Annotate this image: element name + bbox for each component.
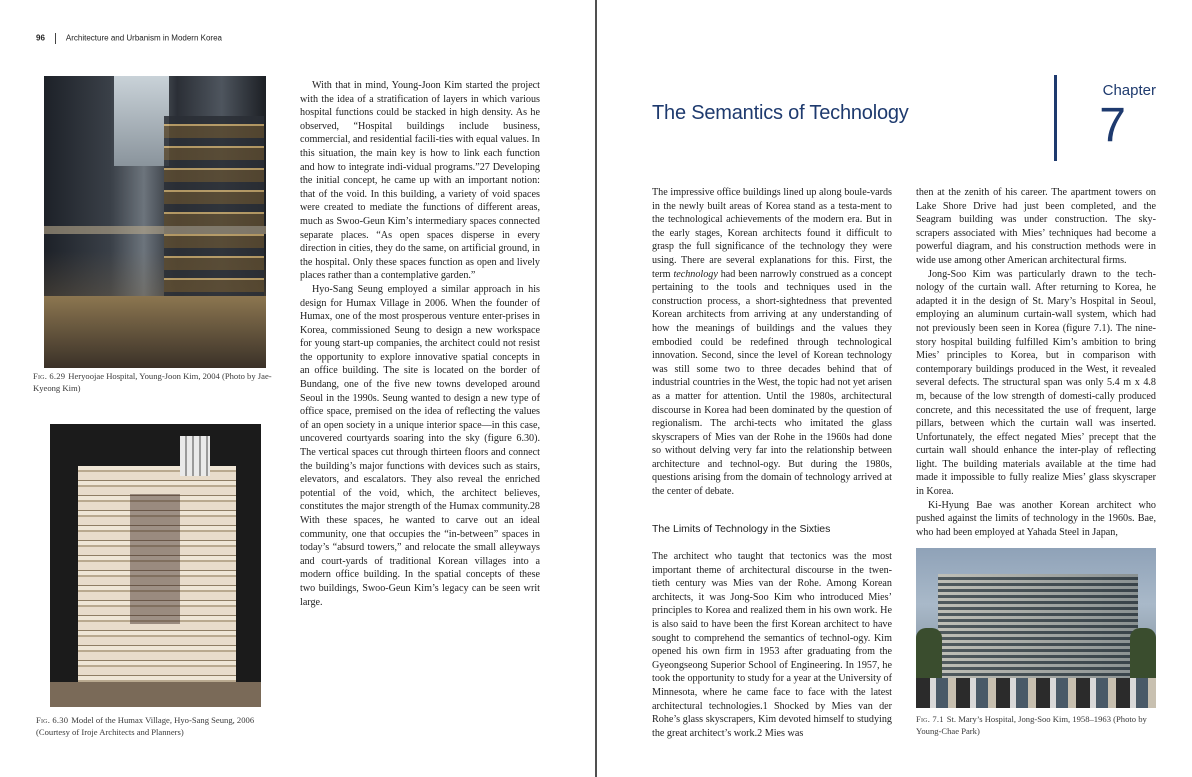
figure-7-1-photo [916,548,1156,708]
figure-6-29-caption [33,370,273,395]
sky-opening [114,76,169,166]
hospital-building [938,574,1138,678]
figure-label: Fig. 6.29 [33,371,66,381]
figure-caption-text: St. Mary’s Hospital, Jong-Soo Kim, 1958–1963 (Photo by Young-Chae Park) [916,714,1147,737]
atrium-floor [44,296,266,368]
figure-label: Fig. 6.30 [36,715,69,725]
right-body-column-1 [652,186,892,499]
chapter-number: 7 [1099,99,1126,152]
text-run: The impressive office buildings lined up along boule-vards in the newly built areas of Korea stand as a testa-ment to the technological achievements of the modern era. But in the early stages, Korean architects found it difficult to grasp the full significance of the technology they were using. There are several explanations for this. First, the term [652,187,892,280]
figure-6-30-caption [36,714,281,739]
header-divider [55,33,56,44]
model-base [50,682,261,707]
body-paragraph: Ki-Hyung Bae was another Korean architect who pushed against the limits of technology in the 1960s. Bae, who had been employed at Yahada Steel in Japan, [916,499,1156,538]
body-paragraph: then at the zenith of his career. The apartment towers on Lake Shore Drive had just been completed, and the Seagram building was under construction. The sky-scrapers associated with Mies’ techniques had become a powerful diagram, and his construction methods were in wide use among other American architectural firms. [916,187,1156,266]
body-paragraph: Hyo-Sang Seung employed a similar approach in his design for Humax Village in 2006. When the founder of Humax, one of the most prosperous venture enter-prises in Korea, commissioned Seung to design a new workspace for young start-up companies, the architect could not resist the opportunity to explore innovative spatial concepts in an office building. The site is located on the border of Bundang, one of the five new towns developed around Seoul in the 1990s. Seung wanted to design a new type of office space, premised on the idea of reflecting the values of an open society in a unique interior space—in this case, uncovered courtyards soaring into the sky (figure 6.30). The vertical spaces cut through thirteen floors and connect the building’s major functions with devices such as stairs, elevators, and escalators. They also reveal the enriched potential of the void, which, the architect believes, constitutes the major strength of the Humax community.28 With these spaces, he wanted to carve out an ideal community, one that occupies the “in-between” spaces in today’s “absurd towers,” and relocate the small alleyways and court-yards of traditional Korean villages into a modern office building. In the spatial concepts of these two buildings, Swoo-Geun Kim’s legacy can be seen writ large. [300,283,540,608]
figure-caption-text: Model of the Humax Village, Hyo-Sang Seung, 2006 (Courtesy of Iroje Architects and Planners) [36,715,255,738]
figure-7-1-caption [916,713,1161,738]
page-gutter [595,0,597,777]
chapter-rule [1054,75,1057,161]
body-paragraph: With that in mind, Young-Joon Kim started the project with the idea of a stratification of layers in which various hospital functions could be stacked in high density. As he observed, “Hospital buildings include business, commercial, and residential facili-ties with equal values. In this situation, the main key is how to link each function and how to integrate indi-vidual programs.”27 Developing the initial concept, he came up with an important notion: that of the void. In this building, a variety of void spaces were created to mediate the functions of different areas, much as Swoo-Geun Kim’s intermediary spaces connected separate places. “As open spaces disperse in every direction in cities, they do the same, on artificial ground, in the hospital. Only these spaces function as open and lively places rather than a contemplative garden.” [300,80,540,282]
figure-6-29-photo [44,76,266,368]
text-run: had been narrowly construed as a concept pertaining to the tools and techniques used in the construction process, a short-sightedness that prevented Korean architects from arriving at any understanding of how the meanings of buildings and the values they embodied could be redefined through technological innovation. Second, since the level of Korean technology was still some two to three decades behind that of industrial countries in the West, the topic had not yet arisen as a matter for attention. Until the 1980s, architectural discourse in Korea had been dominated by the question of regionalism. The archi-tects who imitated the glass skyscrapers of Mies van der Rohe in the 1960s had done so without delving very far into the relationship between architecture and technol-ogy. But during the 1980s, questions arising from the domain of technology arrived at the center of debate. [652,268,892,498]
page-number: 96 [36,33,45,43]
figure-6-30-photo [50,424,261,707]
left-body-column [300,79,540,609]
figure-label: Fig. 7.1 [916,714,944,724]
chapter-label: Chapter [1102,82,1156,99]
chapter-title: The Semantics of Technology [652,102,909,124]
body-paragraph: Jong-Soo Kim was particularly drawn to the tech-nology of the curtain wall. After returning to Korea, he adapted it in the design of St. Mary’s Hospital in Seoul, employing an aluminum curtain-wall system, which had not previously been seen in Korea (figure 7.1). The nine-story hospital building fulfilled Kim’s ambition to bring Mies’ principles to Korea, but in comparison with contemporary buildings produced in the West, it revealed several defects. The structural span was only 5.4 m x 4.8 m, because of the low strength of domesti-cally produced concrete, and this necessitated the use of frequent, large pillars, between which the curtain wall was inserted. Unfortunately, the effect negated Mies’ precept that the curtain wall should enhance the inter-play of reflecting light. The building materials available at the time had made it impossible to fully realize Mies’ glass skyscraper in Korea. [916,268,1156,498]
right-body-column-1-lower [652,550,892,740]
running-header [36,33,222,44]
figure-caption-text: Heryoojae Hospital, Young-Joon Kim, 2004 (Photo by Jae-Kyeong Kim) [33,371,272,394]
bridge-beam [44,226,266,234]
right-body-column-2 [916,186,1156,539]
glass-facade [164,116,264,316]
parked-cars [916,678,1156,708]
model-tower [180,436,210,476]
body-paragraph [652,186,892,499]
body-paragraph: The architect who taught that tectonics was the most important theme of architectural discourse in the twen-tieth century was Mies van der Rohe. Among Korean architects, it was Jong-Soo Kim who introduced Mies’ principles to Korea and realized them in his own work. He is also said to have been the first Korean architect to have sought to comprehend the semantics of technol-ogy. Kim opened his own firm in 1953 after graduating from the Gyeongseong Superior School of Engineering. In 1957, he took the opportunity to study for a year at the University of Minnesota, where he came face to face with the latest architectural technologies.1 Shocked by Mies van der Rohe’s glass skyscrapers, Kim devoted himself to studying the great architect’s work.2 Mies was [652,551,892,739]
section-subheading: The Limits of Technology in the Sixties [652,523,831,535]
emphasis: technology [673,268,718,280]
running-head-title: Architecture and Urbanism in Modern Korea [65,33,222,43]
model-void [130,494,180,624]
